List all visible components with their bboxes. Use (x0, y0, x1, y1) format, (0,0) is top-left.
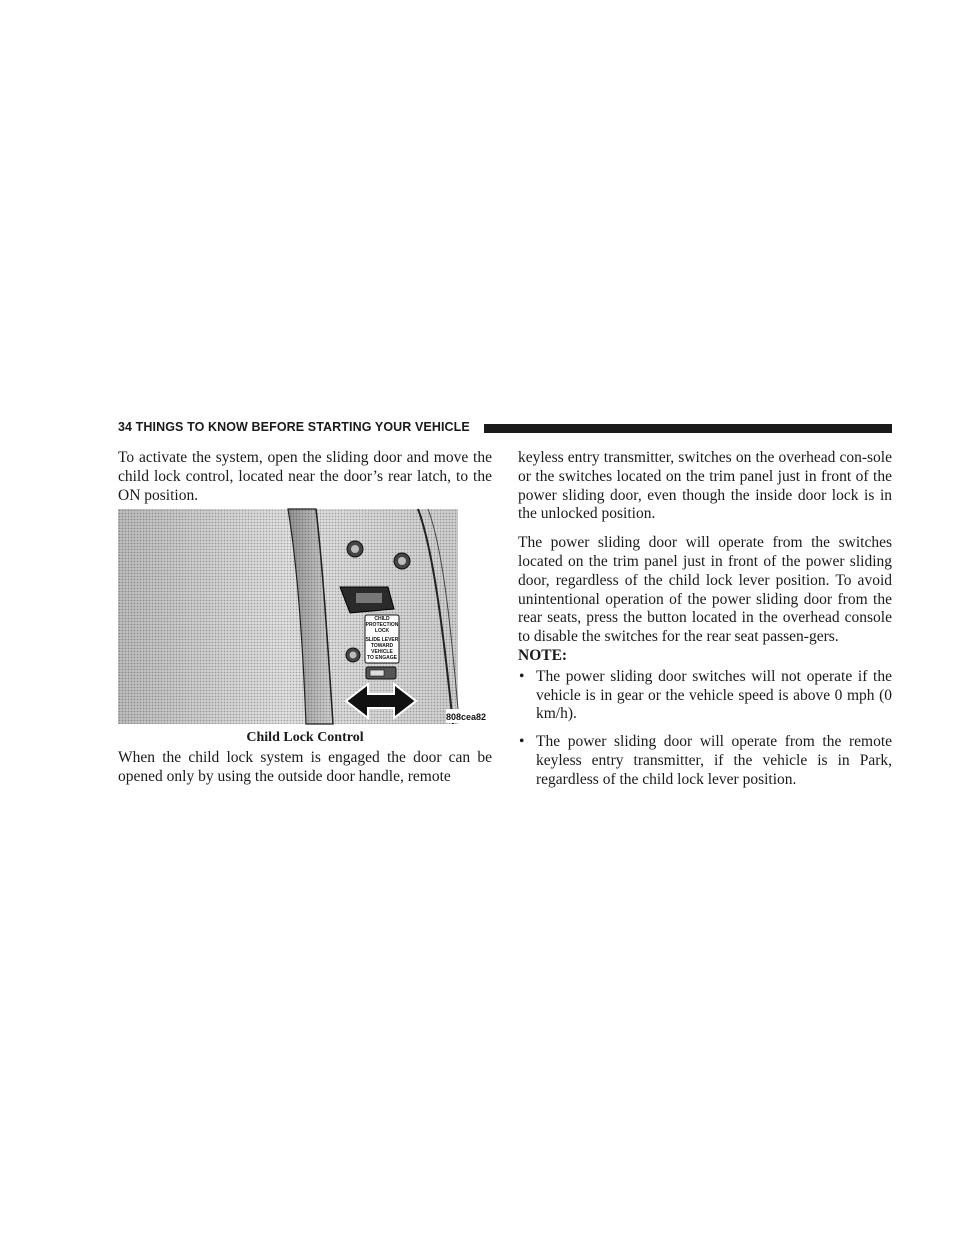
header-rule (484, 424, 892, 433)
figure-code: 808cea82 (446, 712, 487, 722)
note-heading: NOTE: (518, 646, 568, 664)
bullet-icon: • (519, 733, 525, 751)
left-intro-text (118, 449, 492, 505)
label-plate-line: PROTECTION (365, 622, 399, 628)
power-door-paragraph: The power sliding door will operate from the switches located on the trim panel just in front of the power sliding door, regardless of the child lock lever position. To avoid unintentional operation of the power sliding door from the rear seats, press the button located in the overhead console to disable the switches for the rear seat passen-gers. (518, 534, 892, 646)
label-plate-line: TOWARD (370, 643, 394, 649)
engaged-paragraph: When the child lock system is engaged the door can be opened only by using the outside door handle, remote (118, 749, 492, 785)
figure-caption: Child Lock Control (246, 730, 364, 745)
child-lock-lever (366, 667, 396, 679)
note-text: The power sliding door will operate from the remote keyless entry transmitter, if the vehicle is in Park, regardless of the child lock lever position. (536, 733, 892, 788)
label-plate-line: LOCK (374, 628, 390, 634)
door-latch (340, 587, 394, 613)
bolt-icon (347, 541, 363, 557)
page-header (118, 419, 892, 437)
page-number-and-section-title: 34 THINGS TO KNOW BEFORE STARTING YOUR VEHICLE (118, 420, 470, 434)
label-plate-line: TO ENGAGE (367, 655, 397, 661)
label-plate-line: SLIDE LEVER (365, 637, 399, 643)
child-lock-illustration (118, 509, 487, 724)
label-plate-line: CHILD (374, 616, 390, 622)
bolt-icon (346, 648, 360, 662)
note-list (518, 668, 892, 790)
left-closing-text (118, 749, 492, 787)
note-text: The power sliding door switches will not operate if the vehicle is in gear or the vehicle speed is above 0 mph (0 km/h). (536, 667, 892, 723)
continued-paragraph: keyless entry transmitter, switches on the overhead con-sole or the switches located on the trim panel just in front of the power sliding door, even though the inside door lock is in the unlocked position. (518, 449, 892, 523)
note-item (518, 668, 892, 724)
bolt-icon (394, 553, 410, 569)
right-column (518, 449, 892, 799)
note-item (518, 733, 892, 789)
label-plate-line: VEHICLE (371, 649, 393, 655)
bullet-icon: • (519, 667, 525, 685)
child-lock-label-plate (365, 615, 399, 663)
activation-paragraph: To activate the system, open the sliding door and move the child lock control, located near the door’s rear latch, to the ON position. (118, 449, 492, 504)
